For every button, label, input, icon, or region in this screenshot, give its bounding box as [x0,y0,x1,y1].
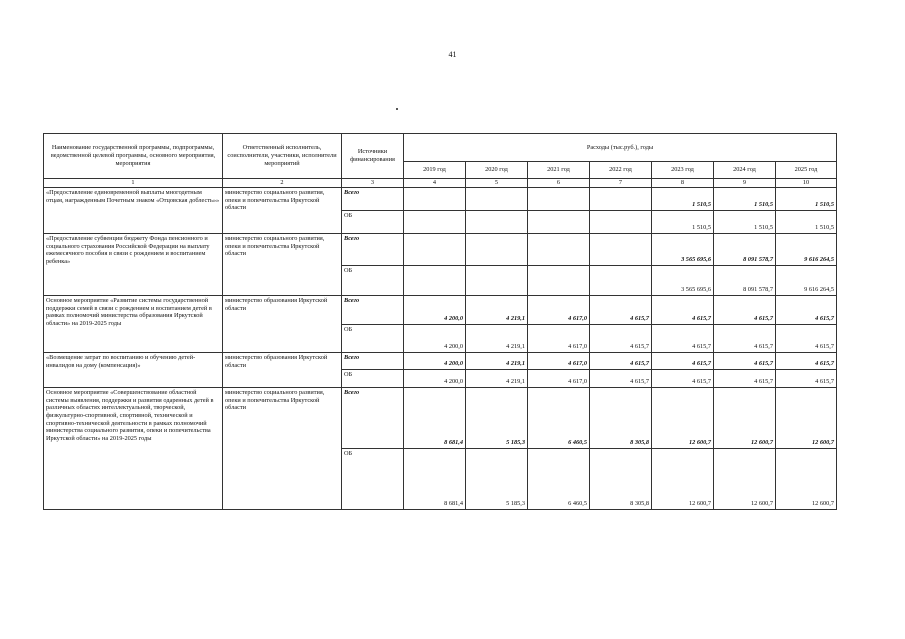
total-value: 4 219,1 [466,353,528,370]
total-value [528,188,590,211]
ob-value: 4 615,7 [714,370,776,388]
table-row [44,353,837,370]
column-index: 3 [342,179,404,188]
ob-value: 4 200,0 [404,370,466,388]
ob-value: 1 510,5 [652,211,714,234]
ob-value [466,266,528,296]
header-expenses: Расходы (тыс.руб.), годы [404,134,837,162]
total-value: 12 600,7 [714,388,776,449]
ob-value: 4 615,7 [714,325,776,353]
ob-value: 12 600,7 [776,449,837,510]
ob-value: 8 305,8 [590,449,652,510]
total-value: 4 617,0 [528,296,590,325]
ob-value: 4 615,7 [652,370,714,388]
column-index: 1 [44,179,223,188]
total-value: 8 091 578,7 [714,234,776,266]
responsible-executor: министерство социального развития, опеки и попечительства Иркутской области [223,188,342,234]
source-ob-label: ОБ [342,449,404,510]
total-value: 4 615,7 [776,353,837,370]
ob-value [404,266,466,296]
total-value: 1 510,5 [776,188,837,211]
ob-value: 3 565 695,6 [652,266,714,296]
measure-name: «Возмещение затрат по воспитанию и обучению детей-инвалидов на дому (компенсация)» [44,353,223,388]
ob-value: 4 219,1 [466,370,528,388]
total-value [404,234,466,266]
total-value [590,188,652,211]
total-value [466,188,528,211]
column-index: 8 [652,179,714,188]
header-year: 2021 год [528,162,590,179]
total-value: 4 615,7 [590,296,652,325]
ob-value: 5 185,3 [466,449,528,510]
ob-value [528,211,590,234]
total-value: 4 615,7 [590,353,652,370]
column-index: 2 [223,179,342,188]
ob-value: 4 615,7 [652,325,714,353]
ob-value: 1 510,5 [714,211,776,234]
source-total-label: Всего [342,353,404,370]
ob-value: 6 460,5 [528,449,590,510]
total-value: 4 615,7 [714,296,776,325]
responsible-executor: министерство социального развития, опеки и попечительства Иркутской области [223,234,342,296]
total-value: 12 600,7 [776,388,837,449]
column-index: 9 [714,179,776,188]
total-value: 4 219,1 [466,296,528,325]
ob-value: 12 600,7 [652,449,714,510]
page-number: 41 [448,50,457,59]
ob-value: 4 615,7 [776,370,837,388]
total-value: 4 615,7 [652,353,714,370]
source-total-label: Всего [342,388,404,449]
total-value: 4 617,0 [528,353,590,370]
total-value: 9 616 264,5 [776,234,837,266]
measure-name: «Предоставление единовременной выплаты многодетным отцам, награжденным Почетным знаком «Отцовская доблесть»» [44,188,223,234]
total-value [404,188,466,211]
total-value: 1 510,5 [714,188,776,211]
total-value: 8 305,8 [590,388,652,449]
column-index: 10 [776,179,837,188]
total-value: 5 185,3 [466,388,528,449]
total-value: 8 681,4 [404,388,466,449]
total-value: 3 565 695,6 [652,234,714,266]
ob-value: 8 091 578,7 [714,266,776,296]
ob-value [404,211,466,234]
total-value: 4 200,0 [404,353,466,370]
source-total-label: Всего [342,188,404,211]
total-value [590,234,652,266]
ob-value: 4 615,7 [590,370,652,388]
header-year: 2022 год [590,162,652,179]
header-year: 2019 год [404,162,466,179]
header-year: 2025 год [776,162,837,179]
total-value: 4 615,7 [714,353,776,370]
ob-value: 9 616 264,5 [776,266,837,296]
ob-value: 4 200,0 [404,325,466,353]
ob-value: 12 600,7 [714,449,776,510]
header-source: Источники финансирования [342,134,404,179]
stray-dot [396,108,398,110]
total-value: 6 460,5 [528,388,590,449]
total-value: 1 510,5 [652,188,714,211]
total-value: 12 600,7 [652,388,714,449]
ob-value [590,266,652,296]
total-value: 4 200,0 [404,296,466,325]
ob-value [590,211,652,234]
header-name: Наименование государственной программы, подпрограммы, ведомственной целевой программы, основного мероприятия, мероприятия [44,134,223,179]
responsible-executor: министерство социального развития, опеки и попечительства Иркутской области [223,388,342,510]
ob-value: 4 617,0 [528,370,590,388]
responsible-executor: министерство образования Иркутской области [223,353,342,388]
column-index: 6 [528,179,590,188]
total-value: 4 615,7 [776,296,837,325]
header-year: 2023 год [652,162,714,179]
column-index: 4 [404,179,466,188]
ob-value: 8 681,4 [404,449,466,510]
table-row [44,188,837,211]
source-ob-label: ОБ [342,370,404,388]
table-row [44,296,837,325]
total-value [466,234,528,266]
source-ob-label: ОБ [342,211,404,234]
ob-value: 4 617,0 [528,325,590,353]
column-index: 7 [590,179,652,188]
column-index: 5 [466,179,528,188]
budget-table [43,133,837,510]
measure-name: Основное мероприятие «Совершенствование областной системы выявления, поддержки и развития одаренных детей в различных областях интеллектуальной, творческой, физкультурно-спортивной, спортивной, технической и спортивно-технической деятельности в рамках полномочий министерства социального развития, опеки и попечительства Иркутской области» на 2019-2025 годы [44,388,223,510]
ob-value: 4 615,7 [776,325,837,353]
ob-value [528,266,590,296]
header-year: 2024 год [714,162,776,179]
total-value [528,234,590,266]
source-total-label: Всего [342,296,404,325]
ob-value: 4 219,1 [466,325,528,353]
column-index-row [44,179,837,188]
source-ob-label: ОБ [342,266,404,296]
ob-value: 4 615,7 [590,325,652,353]
header-year: 2020 год [466,162,528,179]
source-ob-label: ОБ [342,325,404,353]
table-row [44,234,837,266]
ob-value: 1 510,5 [776,211,837,234]
table-row [44,388,837,449]
measure-name: «Предоставление субвенции бюджету Фонда пенсионного и социального страхования Российской Федерации на выплату ежемесячного пособия в связи с рождением и воспитанием ребенка» [44,234,223,296]
responsible-executor: министерство образования Иркутской области [223,296,342,353]
source-total-label: Всего [342,234,404,266]
total-value: 4 615,7 [652,296,714,325]
header-responsible: Ответственный исполнитель, соисполнители, участники, исполнители мероприятий [223,134,342,179]
measure-name: Основное мероприятие «Развитие системы государственной поддержки семей в связи с рождением и воспитанием детей в рамках полномочий министерства образования Иркутской области» на 2019-2025 годы [44,296,223,353]
ob-value [466,211,528,234]
